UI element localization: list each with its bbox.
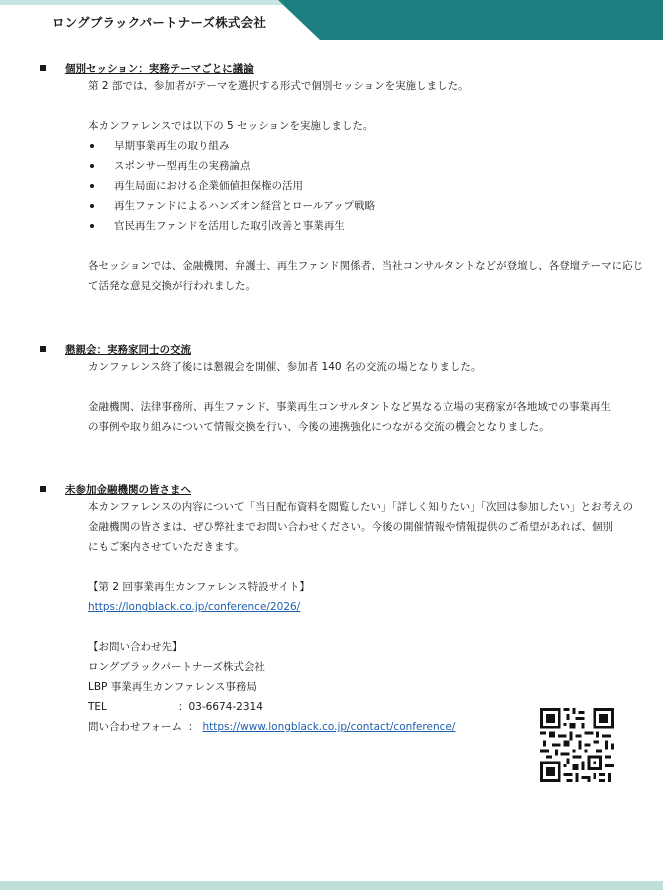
contact-form-link[interactable]: https://www.longblack.co.jp/contact/conference/	[202, 721, 456, 733]
square-bullet-icon	[40, 346, 46, 352]
dot-bullet-icon	[90, 144, 94, 148]
section-networking	[38, 341, 628, 437]
list-item	[88, 216, 628, 236]
section-heading	[38, 341, 628, 357]
section-body	[88, 497, 633, 737]
footer-band	[0, 881, 663, 890]
conference-site-link[interactable]: https://longblack.co.jp/conference/2026/	[88, 601, 301, 613]
paragraph-line: 本カンファレンスの内容について「当日配布資料を閲覧したい」「詳しく知りたい」「次回は参加したい」とお考えの	[88, 501, 633, 513]
paragraph-line: 金融機関、法律事務所、再生ファンド、事業再生コンサルタントなど異なる立場の実務家が各地域での事業再生	[88, 401, 611, 413]
section-heading	[38, 481, 628, 497]
section-heading	[38, 60, 628, 76]
list-item-text: スポンサー型再生の実務論点	[114, 160, 251, 172]
tel-label: TEL	[88, 701, 107, 713]
paragraph-line: 第 2 部では、参加者がテーマを選択する形式で個別セッションを実施しました。	[88, 80, 469, 92]
list-item-text: 官民再生ファンドを活用した取引改善と事業再生	[114, 220, 345, 232]
section-title: 懇親会：実務家同士の交流	[65, 343, 191, 356]
paragraph-line: 金融機関の皆さまは、ぜひ弊社までお問い合わせください。今後の開催情報や情報提供のご希望があれば、個別	[88, 521, 613, 533]
contact-label: 【お問い合わせ先】	[88, 641, 183, 653]
list-item-text: 早期事業再生の取り組み	[114, 140, 230, 152]
dot-bullet-icon	[90, 224, 94, 228]
section-body	[88, 76, 644, 296]
square-bullet-icon	[40, 486, 46, 492]
paragraph-line: カンファレンス終了後には懇親会を開催、参加者 140 名の交流の場となりました。	[88, 361, 482, 373]
section-title: 未参加金融機関の皆さまへ	[65, 483, 191, 496]
list-item-text: 再生ファンドによるハンズオン経営とロールアップ戦略	[114, 200, 376, 212]
list-item	[88, 136, 628, 156]
paragraph-line: にもご案内させていただきます。	[88, 541, 245, 553]
contact-office: LBP 事業再生カンファレンス事務局	[88, 681, 257, 693]
paragraph-line: て活発な意見交換が行われました。	[88, 280, 256, 292]
dot-bullet-icon	[90, 204, 94, 208]
paragraph-line: の事例や取り組みについて情報交換を行い、今後の連携強化につながる交流の機会となりました。	[88, 421, 550, 433]
list-item	[88, 176, 628, 196]
dot-bullet-icon	[90, 164, 94, 168]
section-body	[88, 357, 628, 437]
form-label: 問い合わせフォーム	[88, 721, 182, 733]
contact-company: ロングブラックパートナーズ株式会社	[88, 661, 265, 673]
list-item	[88, 196, 628, 216]
section-title: 個別セッション：実務テーマごとに議論	[65, 62, 254, 75]
dot-bullet-icon	[90, 184, 94, 188]
section-invitation	[38, 481, 633, 737]
list-item	[88, 156, 628, 176]
square-bullet-icon	[40, 65, 46, 71]
list-item-text: 再生局面における企業価値担保権の活用	[114, 180, 303, 192]
tel-value: ：03-6674-2314	[178, 701, 263, 713]
qr-code-icon[interactable]	[540, 708, 614, 782]
form-separator: ：	[187, 721, 199, 733]
company-name: ロングブラックパートナーズ株式会社	[52, 15, 267, 30]
section-sessions	[38, 60, 644, 296]
site-label: 【第 2 回事業再生カンファレンス特設サイト】	[88, 581, 310, 593]
paragraph-line: 本カンファレンスでは以下の 5 セッションを実施しました。	[88, 120, 374, 132]
paragraph-line: 各セッションでは、金融機関、弁護士、再生ファンド関係者、当社コンサルタントなどが登壇し、各登壇テーマに応じ	[88, 260, 644, 272]
